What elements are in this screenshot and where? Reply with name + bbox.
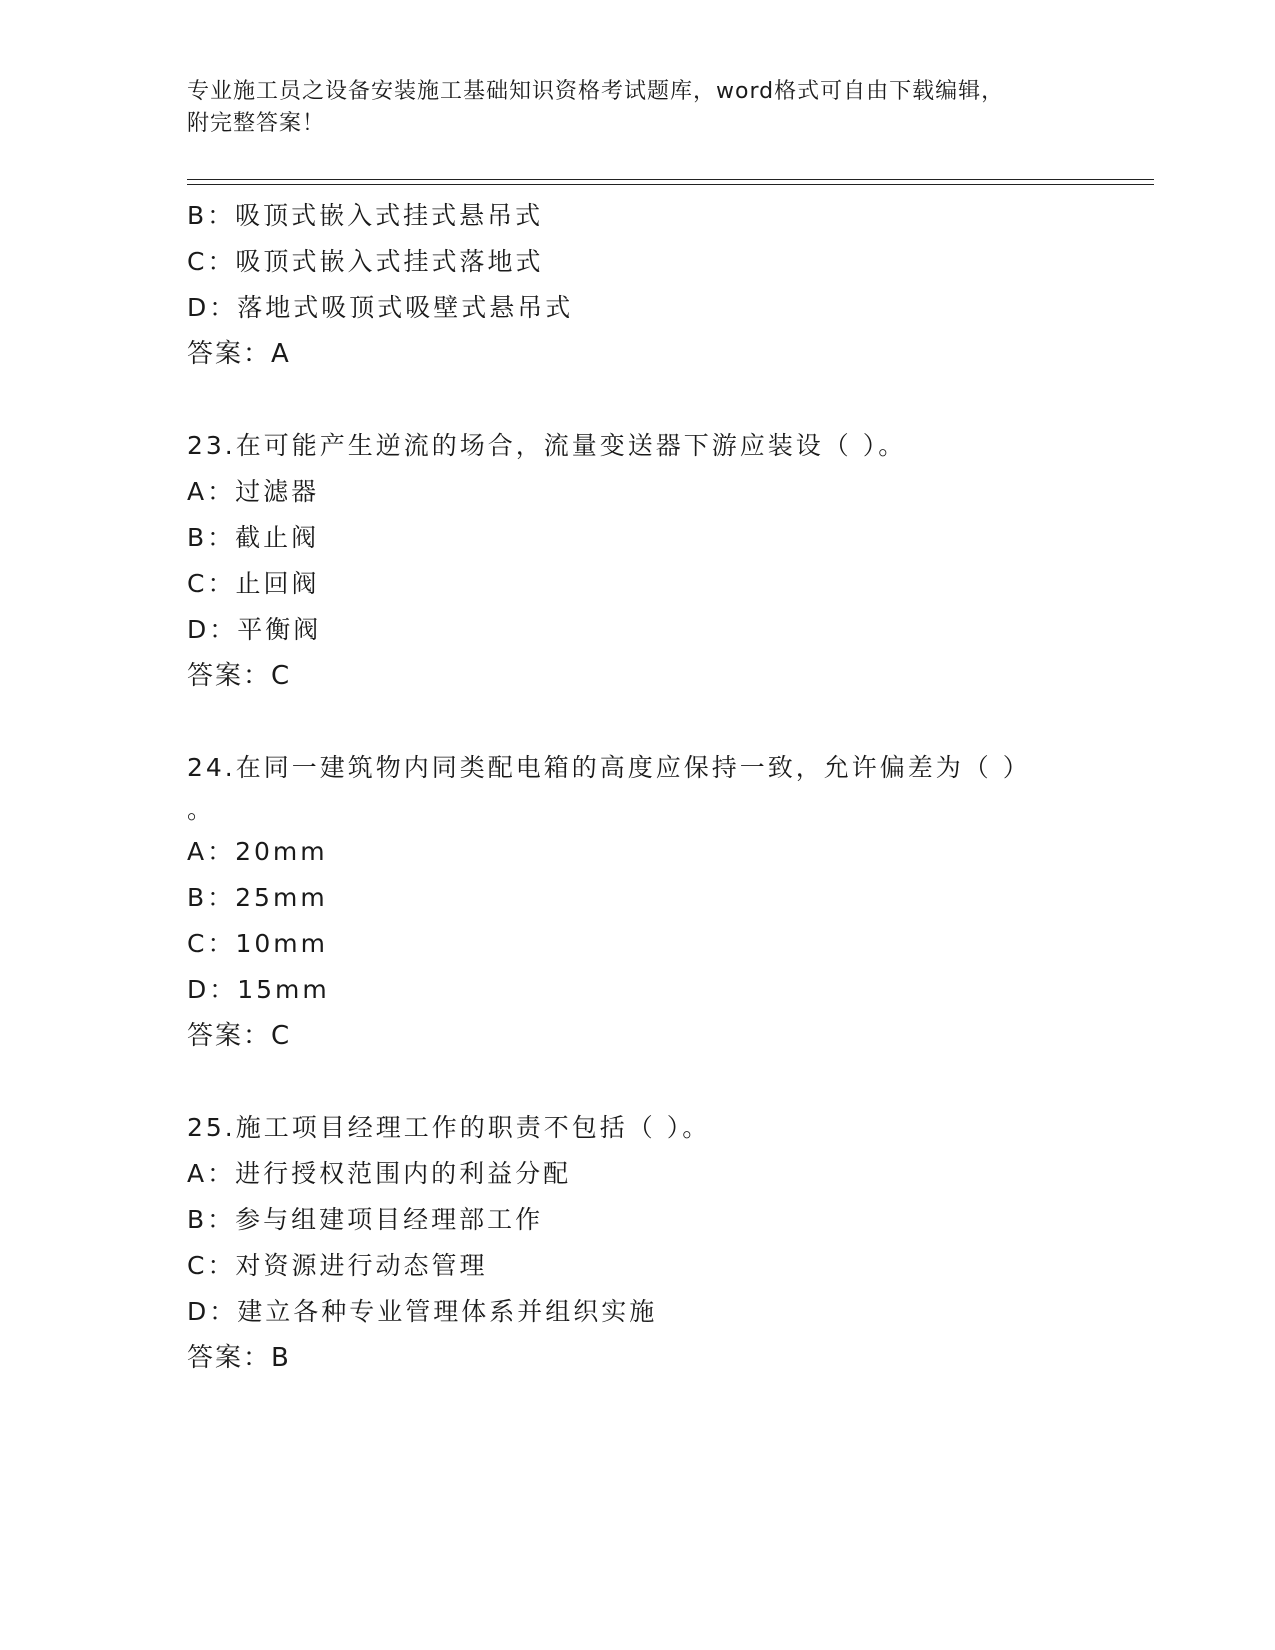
answer-line: 答案：B	[187, 1343, 291, 1373]
spacer	[187, 377, 1147, 423]
option-d: D：落地式吸顶式吸壁式悬吊式	[187, 293, 574, 322]
option-a: A：过滤器	[187, 477, 320, 506]
question-list	[187, 193, 1147, 1381]
spacer	[187, 1059, 1147, 1105]
option-d: D：建立各种专业管理体系并组织实施	[187, 1297, 658, 1326]
header-line-1: 专业施工员之设备安装施工基础知识资格考试题库，word格式可自由下载编辑，	[187, 79, 1005, 104]
option-c: C：对资源进行动态管理	[187, 1251, 488, 1280]
answer-line: 答案：C	[187, 1021, 292, 1051]
question-text: 23.在可能产生逆流的场合，流量变送器下游应装设（ ）。	[187, 431, 907, 460]
header-line-2: 附完整答案！	[187, 111, 326, 136]
question-block-23	[187, 423, 1147, 699]
option-b: B：25mm	[187, 883, 328, 912]
answer-line: 答案：C	[187, 661, 292, 691]
question-block-24	[187, 745, 1147, 1059]
option-a: A：20mm	[187, 837, 328, 866]
header-divider-top	[187, 179, 1154, 180]
option-c: C：吸顶式嵌入式挂式落地式	[187, 247, 544, 276]
question-text-line-2: 。	[187, 795, 216, 824]
answer-line: 答案：A	[187, 339, 291, 369]
document-header	[187, 76, 1087, 140]
question-block-22	[187, 193, 1147, 377]
question-text-line-1: 24.在同一建筑物内同类配电箱的高度应保持一致，允许偏差为（ ）	[187, 753, 1031, 782]
option-a: A：进行授权范围内的利益分配	[187, 1159, 572, 1188]
option-b: B：吸顶式嵌入式挂式悬吊式	[187, 201, 544, 230]
option-b: B：参与组建项目经理部工作	[187, 1205, 544, 1234]
option-b: B：截止阀	[187, 523, 320, 552]
header-divider-bottom	[187, 184, 1154, 185]
option-d: D：平衡阀	[187, 615, 322, 644]
option-c: C：10mm	[187, 929, 328, 958]
option-c: C：止回阀	[187, 569, 320, 598]
question-text: 25.施工项目经理工作的职责不包括（ ）。	[187, 1113, 711, 1142]
question-block-25	[187, 1105, 1147, 1381]
option-d: D：15mm	[187, 975, 330, 1004]
spacer	[187, 699, 1147, 745]
